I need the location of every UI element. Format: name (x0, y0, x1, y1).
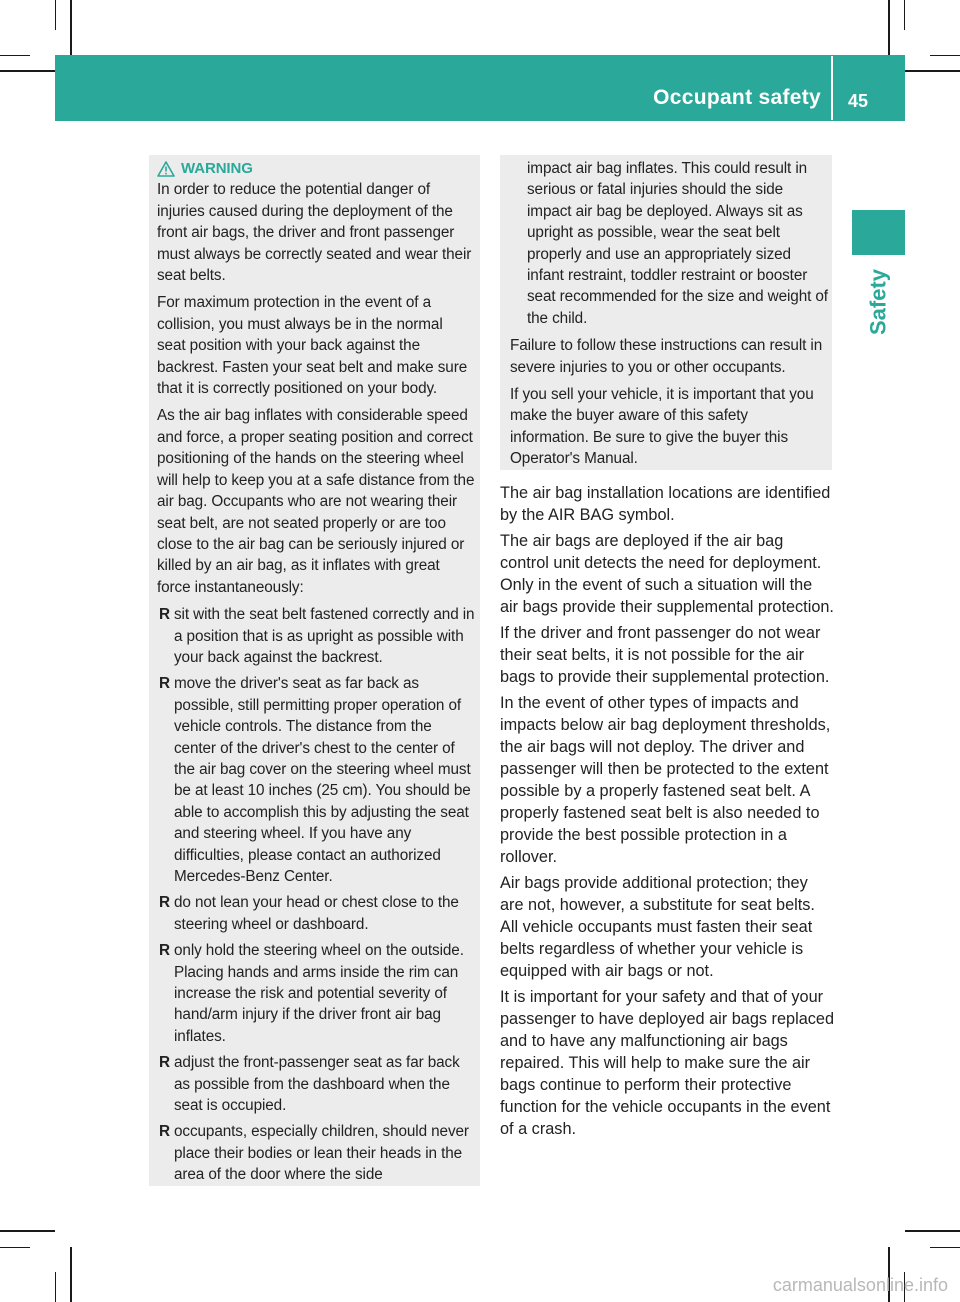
page-title: Occupant safety (653, 86, 821, 109)
warning-paragraph: For maximum protection in the event of a collision, you must always be in the normal seat position with your back against the backrest. Fasten your seat belt and make sure that it is correctly positioned on your body. (157, 294, 468, 398)
header-divider (831, 56, 833, 120)
list-item (157, 1052, 475, 1116)
body-paragraph: If the driver and front passenger do not wear their seat belts, it is not possible for the air bags to provide their supplemental protection. (500, 624, 830, 686)
crop-mark (0, 1230, 55, 1232)
warning-heading (157, 158, 475, 179)
section-tab-label: Safety (865, 268, 891, 336)
warning-box (149, 155, 480, 1186)
section-tab-block (852, 210, 905, 255)
list-item (157, 604, 475, 668)
body-paragraph: The air bags are deployed if the air bag control unit detects the need for deployment. Only in the event of such a situation will the air bags provide their supplemental protection. (500, 532, 834, 616)
warning-heading-text: WARNING (181, 160, 253, 177)
body-paragraph: It is important for your safety and that of your passenger to have deployed air bags replaced and to have any malfunctioning air bags repaired. This will help to make sure the air bags continue to perform their protective function for the vehicle occupants in the event of a crash. (500, 988, 834, 1138)
warning-bullet-list (157, 604, 475, 1186)
list-item-text: only hold the steering wheel on the outside. Placing hands and arms inside the rim can increase the risk and potential severity of hand/arm injury if the driver front air bag inflates. (174, 942, 464, 1045)
warning-triangle-icon (157, 161, 175, 177)
body-text (500, 482, 834, 1144)
warning-paragraph: If you sell your vehicle, it is important that you make the buyer aware of this safety information. Be sure to give the buyer this Operator's Manual. (510, 386, 814, 468)
body-paragraph: In the event of other types of impacts and impacts below air bag deployment thresholds, the air bags will not deploy. The driver and passenger will then be protected to the extent possible by a properly fastened seat belt. A properly fastened seat belt is also needed to provide the best possible protection in a rollover. (500, 694, 831, 866)
body-paragraph: Air bags provide additional protection; they are not, however, a substitute for seat belts. All vehicle occupants must fasten their seat belts regardless of whether your vehicle is equipped with air bags or not. (500, 874, 815, 980)
crop-mark (55, 1272, 56, 1302)
bullet-glyph: R (159, 1123, 170, 1141)
list-item-text: do not lean your head or chest close to the steering wheel or dashboard. (174, 894, 459, 933)
crop-mark (70, 1247, 72, 1302)
crop-mark (0, 70, 55, 72)
bullet-glyph: R (159, 606, 170, 624)
bullet-glyph: R (159, 1054, 170, 1072)
warning-paragraph: Failure to follow these instructions can result in severe injuries to you or other occupants. (510, 337, 823, 376)
crop-mark (930, 1247, 960, 1248)
crop-mark (905, 70, 960, 72)
warning-paragraph: In order to reduce the potential danger of injuries caused during the deployment of the front air bags, the driver and front passenger must always be correctly seated and wear their seat belts. (157, 181, 472, 285)
list-item (157, 673, 475, 887)
page-number: 45 (848, 91, 869, 111)
list-item-text: move the driver's seat as far back as possible, still permitting proper operation of vehicle controls. The distance from the center of the driver's chest to the center of the air bag cover on the steering wheel must be at least 10 inches (25 cm). You should be able to accomplish this by adjusting the seat and steering wheel. If you have any difficulties, please contact an authorized Mercedes-Benz Center. (174, 675, 471, 885)
list-item-text: sit with the seat belt fastened correctly and in a position that is as upright as possible with your back against the backrest. (174, 606, 475, 666)
crop-mark (0, 55, 30, 56)
warning-box-continued (500, 155, 832, 470)
bullet-glyph: R (159, 942, 170, 960)
crop-mark (0, 1247, 30, 1248)
crop-mark (70, 0, 72, 55)
crop-mark (905, 1230, 960, 1232)
crop-mark (904, 0, 905, 30)
watermark: carmanualsonline.info (772, 1275, 948, 1295)
crop-mark (55, 0, 56, 30)
bullet-glyph: R (159, 894, 170, 912)
list-item-text: adjust the front-passenger seat as far back as possible from the dashboard when the seat is occupied. (174, 1054, 460, 1115)
list-item (157, 892, 475, 935)
body-paragraph: The air bag installation locations are identified by the AIR BAG symbol. (500, 484, 831, 524)
crop-mark (930, 55, 960, 56)
list-item (157, 940, 475, 1047)
list-item-text: occupants, especially children, should never place their bodies or lean their heads in the area of the door where the side (174, 1123, 469, 1184)
list-item-continued: impact air bag inflates. This could result in serious or fatal injuries should the side impact air bag be deployed. Always sit as upright as possible, wear the seat belt properly and use an appropriately sized infant restraint, toddler restraint or booster seat recommended for the size and weight of the child. (527, 160, 828, 327)
warning-paragraph: As the air bag inflates with considerable speed and force, a proper seating position and correct positioning of the hands on the steering wheel will help to keep you at a safe distance from the air bag. Occupants who are not wearing their seat belt, are not seated properly or are too close to the air bag can be seriously injured or killed by an air bag, as it inflates with great force instantaneously: (157, 407, 475, 596)
list-item (157, 1121, 475, 1185)
crop-mark (888, 0, 890, 55)
bullet-glyph: R (159, 675, 170, 693)
